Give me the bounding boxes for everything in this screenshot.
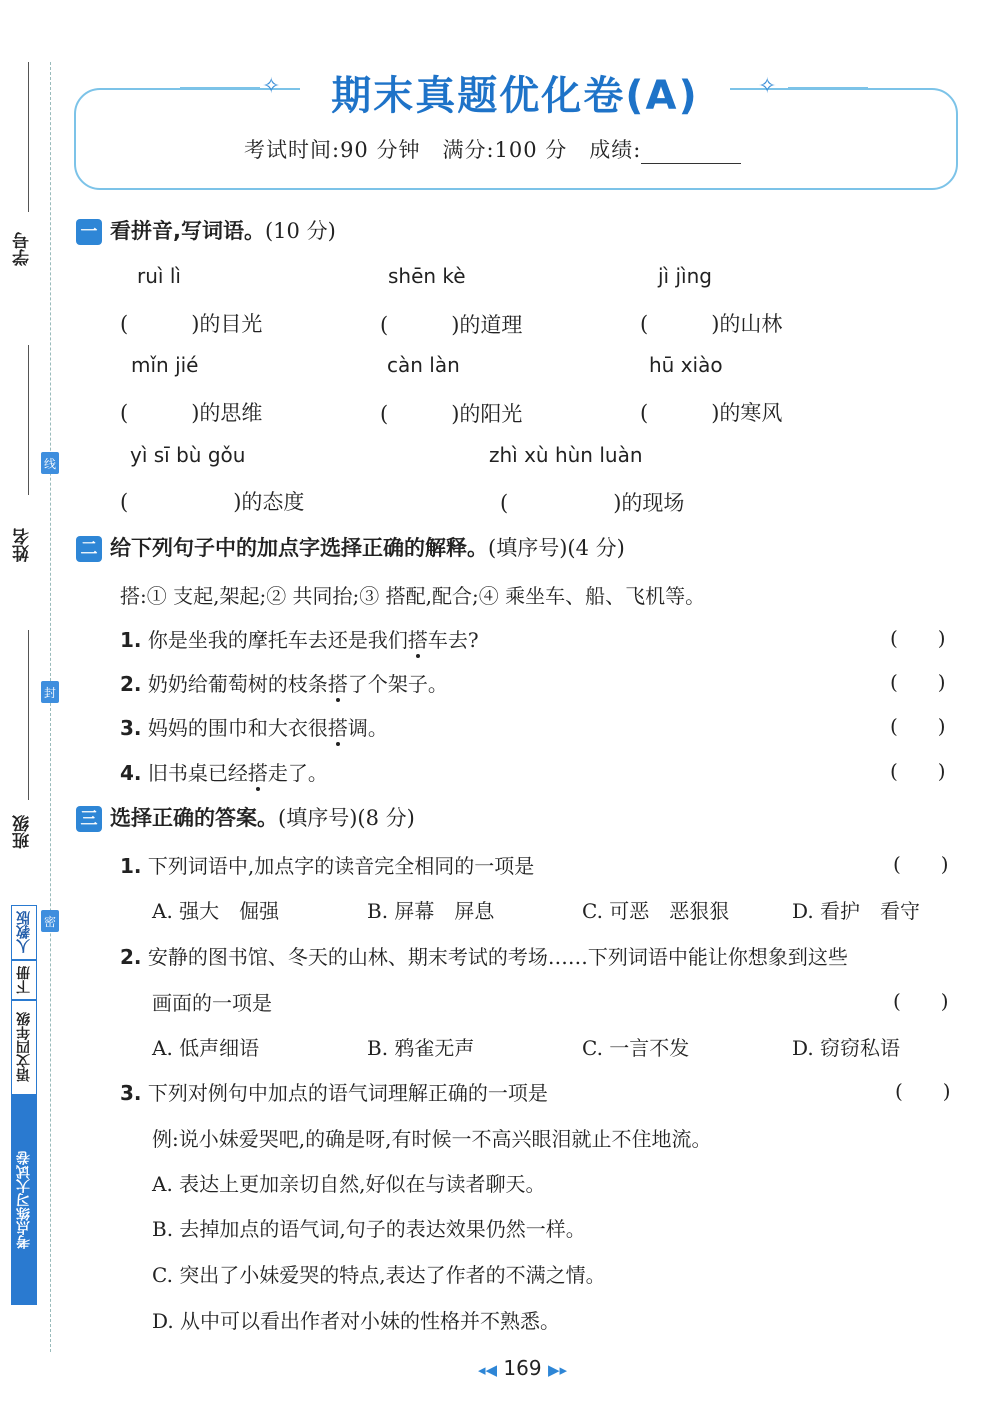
pinyin-8: zhì xù hùn luàn bbox=[489, 443, 643, 467]
word-blank-8[interactable]: ( )的现场 bbox=[500, 491, 685, 515]
section-1-points: (10 分) bbox=[264, 219, 336, 243]
section-1-badge: 一 bbox=[76, 219, 102, 245]
s2-q3-number: 3. bbox=[120, 716, 142, 740]
pinyin-7: yì sī bù gǒu bbox=[130, 443, 246, 467]
word-blank-2[interactable]: ( )的道理 bbox=[380, 313, 523, 337]
page-number: 169 bbox=[503, 1356, 542, 1380]
s3-q2-stem-line2: 画面的一项是 bbox=[152, 991, 272, 1015]
series-badge bbox=[11, 905, 37, 1305]
s2-question-3 bbox=[120, 712, 388, 741]
title-deco-left-icon: ✧ bbox=[262, 74, 281, 99]
section-3-title: 选择正确的答案。 bbox=[110, 806, 278, 830]
s3-q2-option-b[interactable]: B. 鸦雀无声 bbox=[367, 1036, 475, 1060]
series-grade: 语文四年级 bbox=[11, 1000, 37, 1095]
s2-q1-before: 你是坐我的摩托车去还是我们 bbox=[147, 628, 408, 652]
page-footer bbox=[0, 1356, 1000, 1380]
s2-q3-before: 妈妈的围巾和大衣很 bbox=[147, 716, 328, 740]
s2-q1-after: 车去? bbox=[427, 628, 479, 652]
s3-q2-number: 2. bbox=[120, 945, 142, 969]
cut-mark-feng: 封 bbox=[41, 681, 59, 703]
s3-question-3 bbox=[120, 1077, 548, 1106]
s3-q2-stem-line1: 安静的图书馆、冬天的山林、期末考试的考场……下列词语中能让你想象到这些 bbox=[147, 945, 848, 969]
s3-q3-example: 例:说小妹爱哭吧,的确是呀,有时候一不高兴眼泪就止不住地流。 bbox=[152, 1127, 712, 1151]
s3-q3-option-a[interactable]: A. 表达上更加亲切自然,好似在与读者聊天。 bbox=[152, 1172, 546, 1196]
s3-q3-option-b[interactable]: B. 去掉加点的语气词,句子的表达效果仍然一样。 bbox=[152, 1217, 586, 1241]
s3-q2-option-d[interactable]: D. 窃窃私语 bbox=[792, 1036, 901, 1060]
s2-answer-2[interactable]: ( ) bbox=[890, 670, 946, 694]
name-label: 姓名 bbox=[13, 528, 33, 562]
s3-q3-option-c[interactable]: C. 突出了小妹爱哭的特点,表达了作者的不满之情。 bbox=[152, 1263, 606, 1287]
section-3-points: (填序号)(8 分) bbox=[278, 806, 415, 830]
cut-mark-xian: 线 bbox=[41, 452, 59, 474]
s3-q1-option-c[interactable]: C. 可恶 恶狠狠 bbox=[582, 899, 730, 923]
s3-q1-option-a[interactable]: A. 强大 倔强 bbox=[152, 899, 280, 923]
s2-q3-dotted-char: 搭 bbox=[327, 716, 348, 740]
s2-q2-dotted-char: 搭 bbox=[327, 672, 348, 696]
s3-q3-number: 3. bbox=[120, 1081, 142, 1105]
s2-q2-before: 奶奶给葡萄树的枝条 bbox=[147, 672, 328, 696]
s2-q4-before: 旧书桌已经 bbox=[147, 761, 248, 785]
title-deco-right-icon: ✧ bbox=[758, 74, 777, 99]
s2-question-2 bbox=[120, 668, 448, 697]
s2-q2-after: 了个架子。 bbox=[347, 672, 448, 696]
pinyin-1: ruì lì bbox=[137, 264, 181, 288]
page-title: 期末真题优化卷(A) bbox=[331, 73, 699, 119]
s2-q4-after: 走了。 bbox=[267, 761, 328, 785]
score-blank bbox=[641, 145, 741, 164]
exam-info bbox=[244, 134, 741, 164]
s3-q1-stem: 下列词语中,加点字的读音完全相同的一项是 bbox=[147, 854, 535, 878]
s3-question-1 bbox=[120, 850, 534, 879]
prev-arrow-icon: ◂◀ bbox=[477, 1361, 498, 1379]
series-edition: 人教版 bbox=[11, 905, 37, 960]
class-line bbox=[28, 630, 29, 800]
section-1-title: 看拼音,写词语。 bbox=[110, 219, 265, 243]
section-3-header bbox=[76, 802, 415, 832]
s2-question-1 bbox=[120, 624, 479, 653]
section-2-badge: 二 bbox=[76, 536, 102, 562]
s2-answer-3[interactable]: ( ) bbox=[890, 714, 946, 738]
s2-q2-number: 2. bbox=[120, 672, 142, 696]
cut-mark-mi: 密 bbox=[41, 910, 59, 932]
series-name: 考点练习大试卷 bbox=[11, 1095, 37, 1305]
section-3-badge: 三 bbox=[76, 806, 102, 832]
s3-q3-stem: 下列对例句中加点的语气词理解正确的一项是 bbox=[147, 1081, 548, 1105]
s3-answer-1[interactable]: ( ) bbox=[893, 852, 949, 876]
word-blank-4[interactable]: ( )的思维 bbox=[120, 401, 263, 425]
name-line bbox=[28, 345, 29, 495]
pinyin-2: shēn kè bbox=[388, 264, 466, 288]
section-2-points: (填序号)(4 分) bbox=[488, 536, 625, 560]
word-blank-5[interactable]: ( )的阳光 bbox=[380, 402, 523, 426]
word-blank-7[interactable]: ( )的态度 bbox=[120, 490, 305, 514]
section-2-title: 给下列句子中的加点字选择正确的解释。 bbox=[110, 536, 488, 560]
s3-q2-option-a[interactable]: A. 低声细语 bbox=[152, 1036, 260, 1060]
s2-q4-number: 4. bbox=[120, 761, 142, 785]
s2-q1-number: 1. bbox=[120, 628, 142, 652]
s3-answer-2[interactable]: ( ) bbox=[893, 989, 949, 1013]
pinyin-6: hū xiào bbox=[649, 353, 723, 377]
series-volume: 下册 bbox=[11, 960, 37, 1000]
word-blank-6[interactable]: ( )的寒风 bbox=[640, 401, 783, 425]
s3-answer-3[interactable]: ( ) bbox=[895, 1079, 951, 1103]
s3-q1-option-b[interactable]: B. 屏幕 屏息 bbox=[367, 899, 495, 923]
s3-q3-option-d[interactable]: D. 从中可以看出作者对小妹的性格并不熟悉。 bbox=[152, 1309, 561, 1333]
definition-line: 搭:① 支起,架起;② 共同抬;③ 搭配,配合;④ 乘坐车、船、飞机等。 bbox=[120, 584, 706, 608]
s2-question-4 bbox=[120, 757, 328, 786]
pinyin-5: càn làn bbox=[387, 353, 460, 377]
exam-info-text: 考试时间:90 分钟 满分:100 分 成绩: bbox=[244, 138, 642, 162]
s2-answer-1[interactable]: ( ) bbox=[890, 626, 946, 650]
s2-q3-after: 调。 bbox=[347, 716, 388, 740]
next-arrow-icon: ▶▸ bbox=[547, 1361, 568, 1379]
s2-answer-4[interactable]: ( ) bbox=[890, 759, 946, 783]
s3-q1-option-d[interactable]: D. 看护 看守 bbox=[792, 899, 921, 923]
pinyin-3: jì jìng bbox=[658, 264, 712, 288]
section-2-header bbox=[76, 532, 625, 562]
s3-q1-number: 1. bbox=[120, 854, 142, 878]
s2-q4-dotted-char: 搭 bbox=[247, 761, 268, 785]
cut-dashed-line bbox=[50, 62, 51, 1352]
pinyin-4: mǐn jié bbox=[131, 353, 199, 377]
word-blank-1[interactable]: ( )的目光 bbox=[120, 312, 263, 336]
word-blank-3[interactable]: ( )的山林 bbox=[640, 312, 783, 336]
s3-q2-option-c[interactable]: C. 一言不发 bbox=[582, 1036, 690, 1060]
class-label: 班级 bbox=[13, 815, 33, 849]
section-1-header bbox=[76, 215, 336, 245]
s3-question-2 bbox=[120, 941, 848, 970]
s2-q1-dotted-char: 搭 bbox=[407, 628, 428, 652]
student-id-label: 学号 bbox=[13, 232, 33, 266]
